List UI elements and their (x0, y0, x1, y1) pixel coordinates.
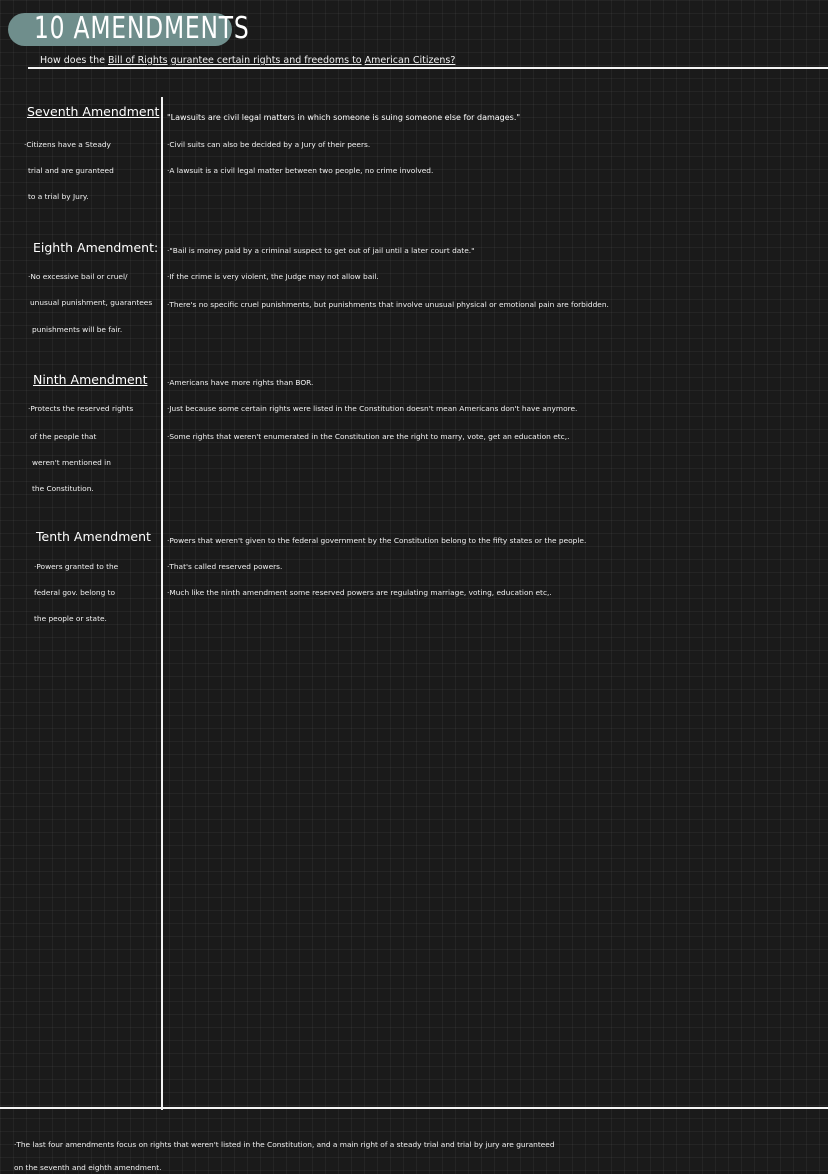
right-note-line: ·There's no specific cruel punishments, but punishments that involve unusual physical or emotional pain are forbidden. (167, 300, 609, 309)
question-bill-of-rights: Bill of Rights (108, 55, 168, 66)
left-note-line: of the people that (30, 432, 97, 441)
bottom-rule (0, 1107, 828, 1109)
right-note-line: ·Powers that weren't given to the federal government by the Constitution belong to the fifty states or the people. (167, 536, 587, 545)
right-note-line: ·A lawsuit is a civil legal matter between two people, no crime involved. (167, 166, 434, 175)
top-rule (28, 67, 828, 69)
left-note-line: weren't mentioned in (32, 458, 111, 467)
left-note-line: punishments will be fair. (32, 325, 123, 334)
left-note-line: the people or state. (34, 614, 107, 623)
left-note-line: ·No excessive bail or cruel/ (28, 272, 128, 281)
right-note-line: ·If the crime is very violent, the Judge may not allow bail. (167, 272, 379, 281)
guiding-question (40, 55, 455, 66)
right-note-line: ·Americans have more rights than BOR. (167, 378, 314, 387)
heading-ninth-amendment: Ninth Amendment (33, 372, 148, 387)
heading-tenth-amendment: Tenth Amendment (36, 529, 151, 544)
left-note-line: federal gov. belong to (34, 588, 116, 597)
question-american-citizens: American Citizens? (364, 55, 456, 66)
question-text-start: How does the (40, 55, 105, 66)
summary-line-1: ·The last four amendments focus on rights that weren't listed in the Constitution, and a main right of a steady trial and trial by jury are guranteed (14, 1140, 555, 1149)
left-note-line: ·Powers granted to the (34, 562, 119, 571)
heading-seventh-amendment: Seventh Amendment (27, 104, 160, 119)
left-note-line: to a trial by Jury. (28, 192, 89, 201)
right-note-line: ·Some rights that weren't enumerated in the Constitution are the right to marry, vote, get an education etc,. (167, 432, 570, 441)
right-note-line: ·Much like the ninth amendment some reserved powers are regulating marriage, voting, education etc,. (167, 588, 552, 597)
right-note-line: "Lawsuits are civil legal matters in which someone is suing someone else for damages." (167, 113, 521, 122)
left-note-line: the Constitution. (32, 484, 94, 493)
right-note-line: ·Civil suits can also be decided by a Jury of their peers. (167, 140, 371, 149)
left-note-line: trial and are guranteed (28, 166, 114, 175)
page-title: 10 AMENDMENTS (34, 11, 250, 46)
summary-line-2: on the seventh and eighth amendment. (14, 1163, 162, 1172)
left-note-line: ·Citizens have a Steady (24, 140, 111, 149)
left-note-line: ·Protects the reserved rights (28, 404, 134, 413)
right-note-line: ·That's called reserved powers. (167, 562, 283, 571)
heading-eighth-amendment: Eighth Amendment: (33, 240, 159, 255)
right-note-line: ·"Bail is money paid by a criminal suspect to get out of jail until a later court date." (167, 246, 475, 255)
column-divider (161, 97, 163, 1110)
question-text-middle: gurantee certain rights and freedoms to (170, 55, 362, 66)
right-note-line: ·Just because some certain rights were listed in the Constitution doesn't mean Americans don't have anymore. (167, 404, 578, 413)
left-note-line: unusual punishment, guarantees (30, 298, 153, 307)
